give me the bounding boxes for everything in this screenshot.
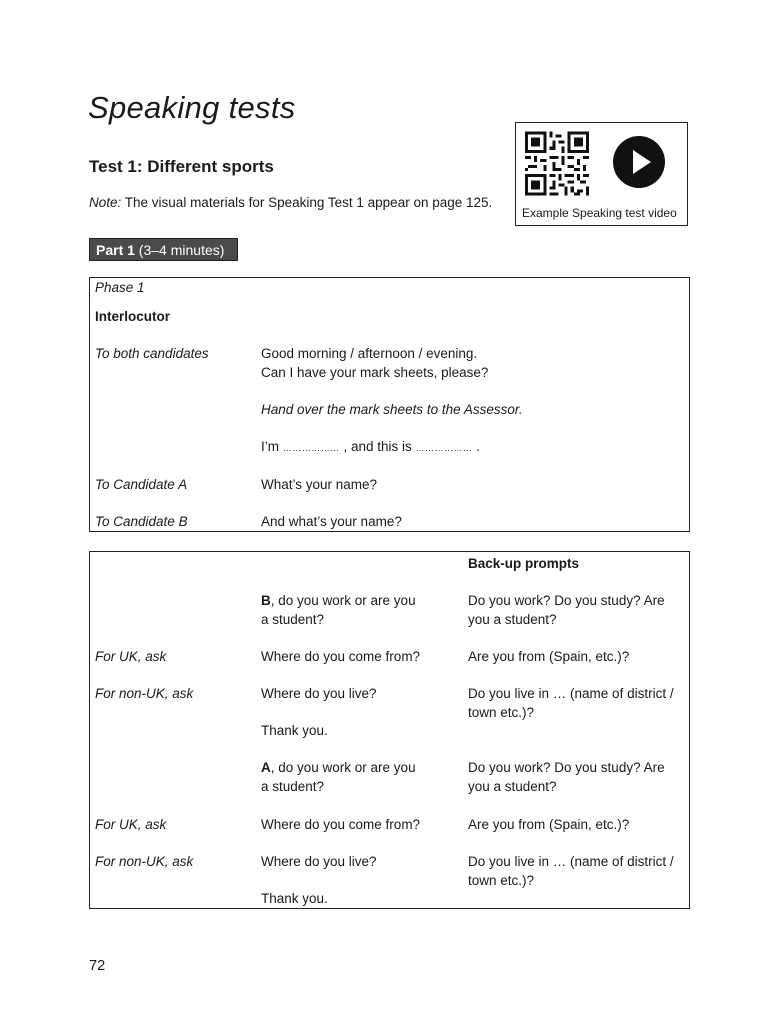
part-duration: (3–4 minutes) bbox=[134, 242, 225, 258]
candidate-letter: A bbox=[261, 760, 271, 775]
page-number: 72 bbox=[89, 958, 106, 974]
qr-code-icon[interactable] bbox=[525, 130, 589, 197]
intro-end: . bbox=[472, 439, 481, 454]
question-line: a student? bbox=[261, 779, 325, 794]
question: Where do you live? bbox=[261, 854, 377, 869]
interlocutor-label: Interlocutor bbox=[95, 309, 171, 324]
row-who: For UK, ask bbox=[95, 817, 167, 832]
backup-prompt-line: town etc.)? bbox=[468, 873, 535, 888]
video-caption: Example Speaking test video bbox=[522, 206, 677, 220]
row-who: For non-UK, ask bbox=[95, 854, 194, 869]
row-who: To Candidate A bbox=[95, 477, 188, 492]
backup-prompt: Are you from (Spain, etc.)? bbox=[468, 649, 630, 664]
note-text: The visual materials for Speaking Test 1 appear on page 125. bbox=[121, 195, 493, 210]
backup-prompt: Are you from (Spain, etc.)? bbox=[468, 817, 630, 832]
play-icon[interactable] bbox=[613, 136, 665, 188]
question-line: a student? bbox=[261, 612, 325, 627]
question: Where do you come from? bbox=[261, 649, 421, 664]
question-rest: , do you work or are you bbox=[270, 760, 416, 775]
thank-you: Thank you. bbox=[261, 723, 328, 738]
greeting-line: Good morning / afternoon / evening. bbox=[261, 346, 478, 361]
page-heading: Speaking tests bbox=[88, 90, 296, 125]
question bbox=[261, 591, 416, 610]
question: Where do you come from? bbox=[261, 817, 421, 832]
question: And what’s your name? bbox=[261, 514, 402, 529]
part-label: Part 1 bbox=[96, 242, 135, 258]
candidate-letter: B bbox=[261, 593, 271, 608]
prompts-box bbox=[89, 551, 690, 909]
row-who: For non-UK, ask bbox=[95, 686, 194, 701]
question: What’s your name? bbox=[261, 477, 378, 492]
backup-prompts-header: Back-up prompts bbox=[468, 556, 580, 571]
note bbox=[89, 195, 492, 210]
test-title: Test 1: Different sports bbox=[89, 157, 274, 176]
phase-1-box bbox=[89, 277, 690, 532]
backup-prompt: Do you work? Do you study? Are bbox=[468, 760, 665, 775]
row-who: For UK, ask bbox=[95, 649, 167, 664]
backup-prompt: Do you live in … (name of district / bbox=[468, 686, 674, 701]
row-who: To Candidate B bbox=[95, 514, 188, 529]
instruction: Hand over the mark sheets to the Assessor. bbox=[261, 402, 523, 417]
question-rest: , do you work or are you bbox=[270, 593, 416, 608]
row-who: To both candidates bbox=[95, 346, 209, 361]
note-label: Note: bbox=[89, 195, 122, 210]
backup-prompt-line: you a student? bbox=[468, 779, 557, 794]
thank-you: Thank you. bbox=[261, 891, 328, 906]
backup-prompt: Do you live in … (name of district / bbox=[468, 854, 674, 869]
introduction-line bbox=[261, 437, 480, 458]
intro-prefix: I’m bbox=[261, 439, 283, 454]
backup-prompt-line: town etc.)? bbox=[468, 705, 535, 720]
intro-blank-2: ……………… bbox=[415, 443, 473, 453]
question: Where do you live? bbox=[261, 686, 377, 701]
phase-label: Phase 1 bbox=[95, 280, 145, 295]
part-badge bbox=[89, 238, 238, 261]
question bbox=[261, 758, 416, 777]
backup-prompt-line: you a student? bbox=[468, 612, 557, 627]
backup-prompt: Do you work? Do you study? Are bbox=[468, 593, 665, 608]
intro-blank-1: ……………… bbox=[282, 443, 340, 453]
intro-mid: , and this is bbox=[339, 439, 416, 454]
example-video-box[interactable] bbox=[515, 122, 688, 226]
mark-sheets-line: Can I have your mark sheets, please? bbox=[261, 365, 489, 380]
